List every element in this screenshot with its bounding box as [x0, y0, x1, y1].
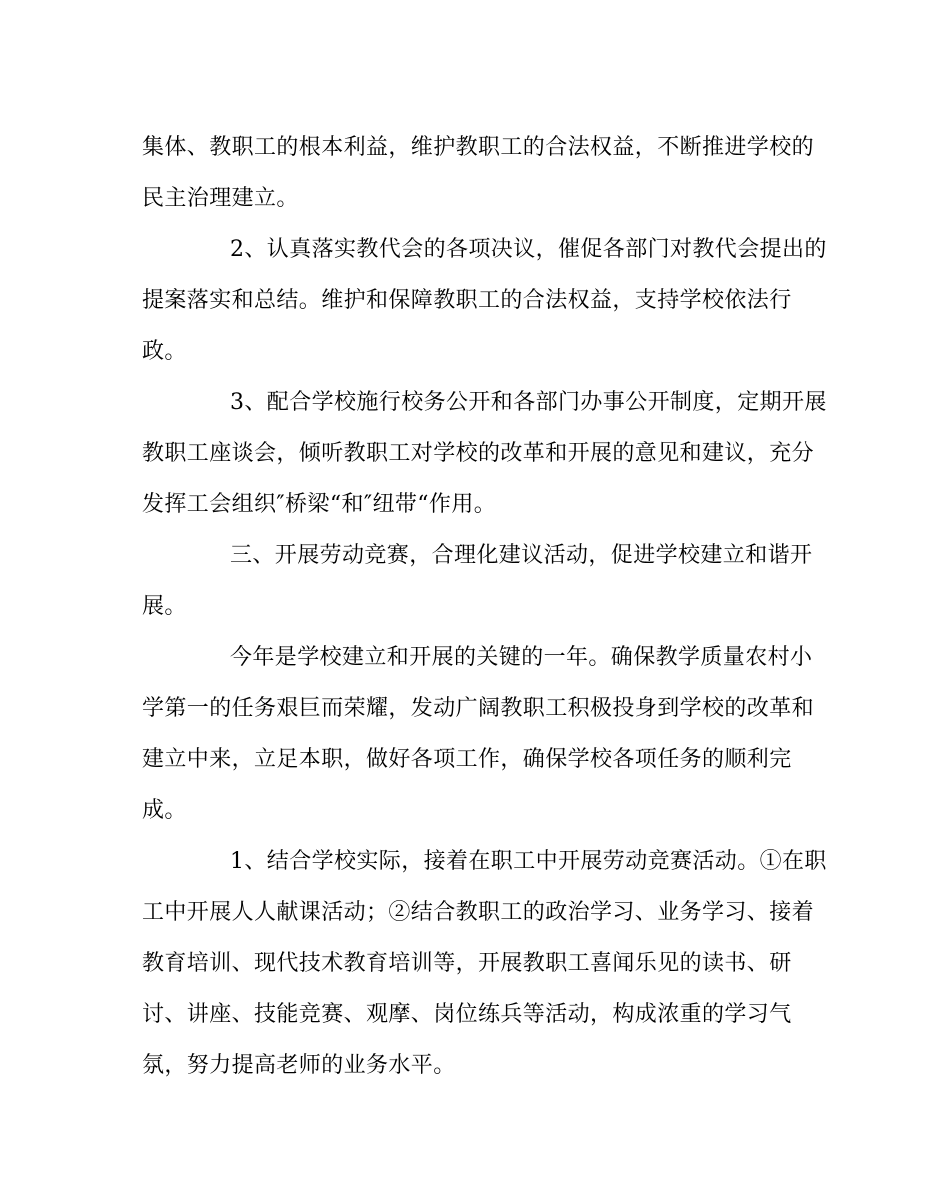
- text-line: 展。: [142, 594, 187, 619]
- text-line: 提案落实和总结。维护和保障教职工的合法权益，支持学校依法行: [142, 288, 792, 313]
- paragraph-6: [142, 836, 827, 1091]
- text-line: 氛，努力提高老师的业务水平。: [142, 1053, 456, 1078]
- text-line: 民主治理建立。: [142, 186, 299, 211]
- text-line: 今年是学校建立和开展的关键的一年。确保教学质量农村小: [230, 645, 813, 670]
- paragraph-1: [142, 122, 815, 224]
- text-line: 成。: [142, 798, 187, 823]
- text-line: 三、开展劳动竞赛，合理化建议活动，促进学校建立和谐开: [230, 543, 813, 568]
- text-line: 教育培训、现代技术教育培训等，开展教职工喜闻乐见的读书、研: [142, 951, 792, 976]
- text-line: 3、配合学校施行校务公开和各部门办事公开制度，定期开展: [230, 390, 827, 415]
- text-line: 1、结合学校实际，接着在职工中开展劳动竞赛活动。①在职: [230, 849, 827, 874]
- text-line: 学第一的任务艰巨而荣耀，发动广阔教职工积极投身到学校的改革和: [142, 696, 815, 721]
- text-line: 工中开展人人献课活动；②结合教职工的政治学习、业务学习、接着: [142, 900, 815, 925]
- paragraph-4: [142, 530, 812, 632]
- text-line: 政。: [142, 339, 187, 364]
- text-line: 2、认真落实教代会的各项决议，催促各部门对教代会提出的: [230, 237, 827, 262]
- paragraph-3: [142, 377, 827, 530]
- text-line: 发挥工会组织″桥梁“和″纽带“作用。: [142, 492, 497, 517]
- text-line: 教职工座谈会，倾听教职工对学校的改革和开展的意见和建议，充分: [142, 441, 815, 466]
- paragraph-2: [142, 224, 827, 377]
- text-line: 讨、讲座、技能竞赛、观摩、岗位练兵等活动，构成浓重的学习气: [142, 1002, 792, 1027]
- paragraph-5: [142, 632, 815, 836]
- text-line: 建立中来，立足本职，做好各项工作，确保学校各项任务的顺利完: [142, 747, 792, 772]
- text-line: 集体、教职工的根本利益，维护教职工的合法权益，不断推进学校的: [142, 135, 815, 160]
- document-body: [142, 122, 827, 1091]
